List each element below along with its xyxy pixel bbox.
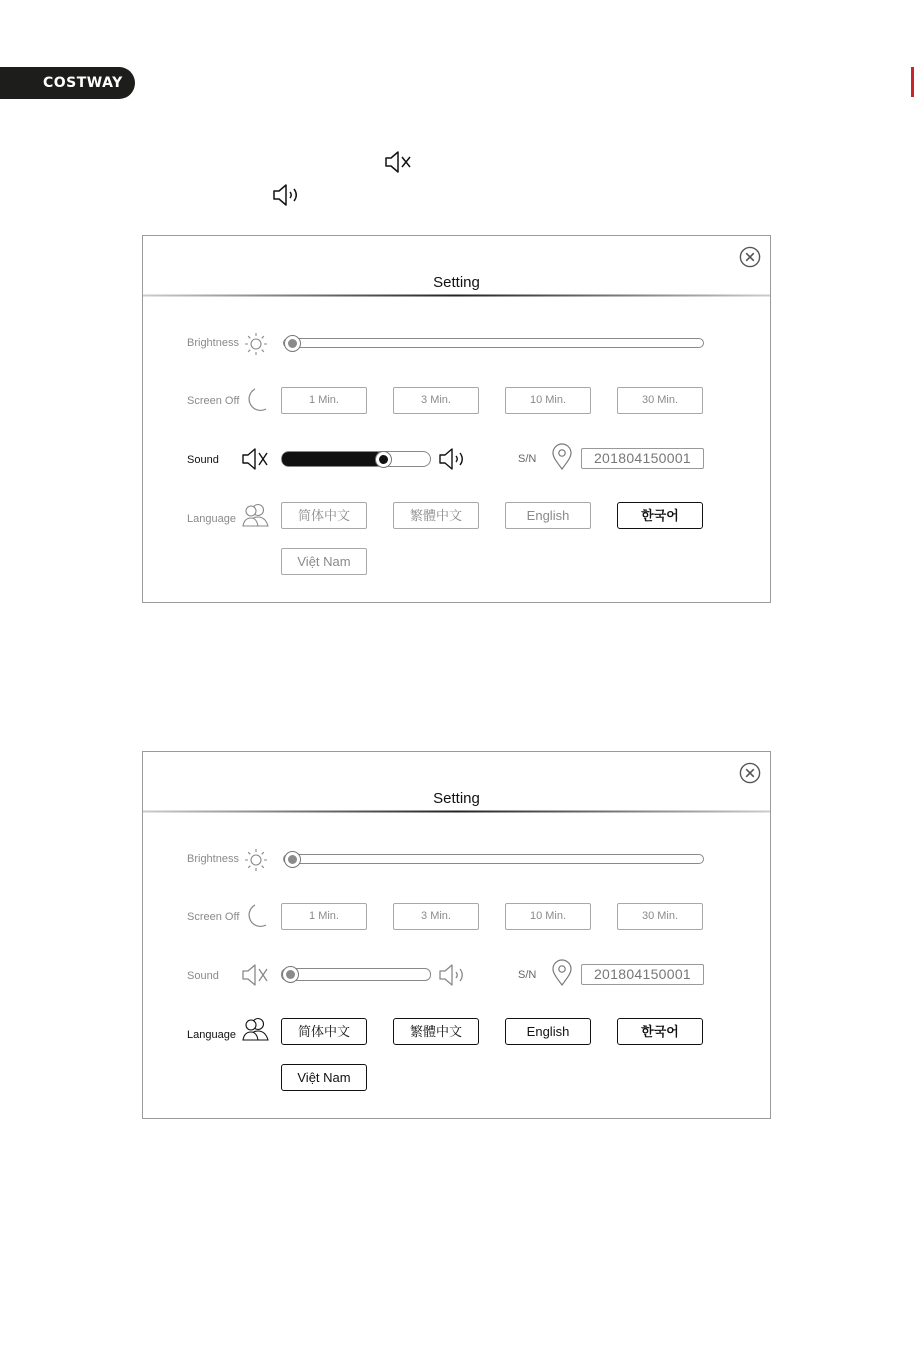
mute-icon[interactable] bbox=[240, 447, 272, 471]
language-label: Language bbox=[187, 1029, 236, 1041]
volume-icon[interactable] bbox=[438, 963, 468, 987]
language-option-korean[interactable]: 한국어 bbox=[617, 502, 703, 529]
language-option-english[interactable]: English bbox=[505, 1018, 591, 1045]
location-pin-icon bbox=[551, 443, 573, 471]
language-option-traditional-chinese[interactable]: 繁體中文 bbox=[393, 502, 479, 529]
brightness-slider[interactable] bbox=[283, 338, 704, 348]
sn-label: S/N bbox=[518, 453, 537, 465]
serial-number-field: 201804150001 bbox=[581, 964, 704, 985]
brand-logo bbox=[0, 67, 135, 99]
language-option-vietnamese[interactable]: Việt Nam bbox=[281, 1064, 367, 1091]
panel-title: Setting bbox=[433, 274, 480, 291]
language-option-english[interactable]: English bbox=[505, 502, 591, 529]
language-people-icon bbox=[241, 502, 271, 528]
sound-slider-knob[interactable] bbox=[375, 451, 392, 468]
sun-icon bbox=[244, 332, 268, 356]
volume-icon bbox=[272, 183, 302, 207]
screen-off-option-1[interactable]: 1 Min. bbox=[281, 903, 367, 930]
language-option-korean[interactable]: 한국어 bbox=[617, 1018, 703, 1045]
settings-panel-language-example bbox=[142, 751, 771, 1119]
close-icon[interactable] bbox=[739, 246, 761, 268]
title-divider bbox=[143, 810, 770, 813]
brand-name: COSTWAY bbox=[43, 75, 123, 91]
serial-number-field: 201804150001 bbox=[581, 448, 704, 469]
moon-icon bbox=[246, 387, 268, 413]
sound-label: Sound bbox=[187, 454, 219, 466]
screen-off-label: Screen Off bbox=[187, 395, 240, 407]
screen-off-option-3[interactable]: 3 Min. bbox=[393, 903, 479, 930]
sound-slider-knob[interactable] bbox=[282, 966, 299, 983]
brightness-slider[interactable] bbox=[283, 854, 704, 864]
mute-icon[interactable] bbox=[240, 963, 272, 987]
language-option-simplified-chinese[interactable]: 简体中文 bbox=[281, 502, 367, 529]
sound-slider[interactable] bbox=[281, 968, 431, 981]
volume-icon[interactable] bbox=[438, 447, 468, 471]
language-option-traditional-chinese[interactable]: 繁體中文 bbox=[393, 1018, 479, 1045]
screen-off-option-10[interactable]: 10 Min. bbox=[505, 387, 591, 414]
brightness-slider-knob[interactable] bbox=[284, 851, 301, 868]
close-icon[interactable] bbox=[739, 762, 761, 784]
screen-off-option-1[interactable]: 1 Min. bbox=[281, 387, 367, 414]
language-option-simplified-chinese[interactable]: 简体中文 bbox=[281, 1018, 367, 1045]
language-option-vietnamese[interactable]: Việt Nam bbox=[281, 548, 367, 575]
screen-off-option-30[interactable]: 30 Min. bbox=[617, 903, 703, 930]
sound-slider[interactable] bbox=[281, 451, 431, 467]
screen-off-option-3[interactable]: 3 Min. bbox=[393, 387, 479, 414]
language-label: Language bbox=[187, 513, 236, 525]
language-people-icon bbox=[241, 1016, 271, 1042]
brightness-slider-knob[interactable] bbox=[284, 335, 301, 352]
sound-slider-fill bbox=[282, 452, 383, 466]
panel-title: Setting bbox=[433, 790, 480, 807]
screen-off-option-30[interactable]: 30 Min. bbox=[617, 387, 703, 414]
sn-label: S/N bbox=[518, 969, 537, 981]
brightness-label: Brightness bbox=[187, 337, 239, 349]
screen-off-label: Screen Off bbox=[187, 911, 240, 923]
screen-off-option-10[interactable]: 10 Min. bbox=[505, 903, 591, 930]
title-divider bbox=[143, 294, 770, 297]
sun-icon bbox=[244, 848, 268, 872]
sound-label: Sound bbox=[187, 970, 219, 982]
mute-icon bbox=[384, 150, 414, 174]
moon-icon bbox=[246, 903, 268, 929]
brightness-label: Brightness bbox=[187, 853, 239, 865]
location-pin-icon bbox=[551, 959, 573, 987]
settings-panel-sound-example bbox=[142, 235, 771, 603]
